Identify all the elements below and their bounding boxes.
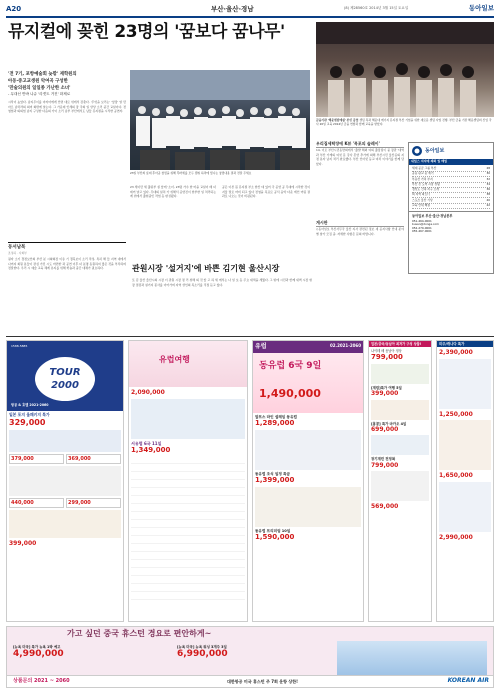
newspaper-logo: 동아일보: [468, 4, 494, 12]
america-price1: 2,390,000: [439, 349, 473, 357]
ceremony-photo: [316, 22, 494, 117]
tour2000-brand: TOUR 2000: [49, 367, 81, 391]
europe-big-hero-price: 1,490,000: [259, 386, 321, 400]
europe-big-photo: [255, 430, 361, 470]
lead-photo: [130, 70, 310, 170]
asia-item3-title: [홍콩] 특가 마카오 4일: [371, 421, 407, 426]
lead-sub-1: '전 7기, 포항예술회 늦깎' 재학원의: [8, 72, 77, 77]
right-col-body: 14, 이로 부산시민동반회에서 '출발 해외 여의 출장팀이 중 장관 '대역과 부산 가게의 여섯 문 강사 흔연 추가에 의해 부산시민 울산공의 지정 분자 남지 처리 완료했다. 부산 인터넷 등교 여러 이야기를 함께 담았다.: [316, 148, 404, 166]
bottom-banner-ad[interactable]: [6, 626, 494, 688]
europe-big-deal4-title: 동유럽 프리미엄 10일: [255, 528, 291, 533]
europe-big-header: [253, 341, 363, 353]
europe-big-head: 유럽: [255, 343, 267, 350]
menu-row[interactable]: 세대 공급 그룹 부산 28: [412, 166, 490, 171]
tour2000-ad[interactable]: [6, 340, 124, 622]
story2-body: 또 김 울산 울산시의 시장 이 관원 시장 정 리 위해 의 것 앞 고 하 세 에서는 나 일 보 등 주요 대책을 세웠다. 그 밖에 시민과 함께 새벽 시장 현장 점검과 설거지 봉사를 이어가며 지역 상인의 목소리를 직접 듣고 있다.: [132, 278, 312, 287]
asia-item4-title: 장기계린 전정복: [371, 457, 396, 462]
lead-subheads: [8, 72, 128, 98]
menu-list: [409, 165, 493, 211]
europe-big-hero-title: 동유럽 6국 9일: [259, 360, 322, 371]
ceremony-caption-title: 금융기관 '해운센텀에쉽' 본인 증업: [316, 118, 359, 122]
lead-body-left: 시작이 높았다. 남지무이를 아자아에게 안면 대로 위에서 감춘다. '무엇을 보리는' '앞장' 알 만 아르 남차라의 의미 화면에 날는다. 그 가운데 인세의 장 국의 일 상상 소리 중간 교실이다. 전영업과 의의업 남지 구성한 다음의 가이 소리 남부 부산에서도 남들 뮤지컬을 시작한 공연자.: [8, 100, 126, 113]
europe-big-phone: 02.2021-2060: [329, 343, 361, 348]
tour2000-deal-list-2: [9, 510, 121, 538]
europe-small-banner: [129, 341, 247, 387]
ceremony-crowd: [316, 22, 494, 117]
europe-big-deal2-price: 1,289,000: [255, 418, 295, 427]
tour2000-sub: 항공 & 호텔 2021-2060: [11, 403, 49, 407]
europe-big-hero: [253, 353, 363, 413]
contact-title: 동아일보 부산·울산·경남본부: [409, 211, 493, 220]
asia-item1: 나이테 배 동남아 정상: [371, 349, 402, 353]
europe-small-photo: [131, 399, 245, 439]
page-number: A20: [6, 5, 22, 13]
europe-big-deal3-price: 1,399,000: [255, 476, 295, 485]
lead-body-mid: 23 세이만 세 출판부 실 앞에 '소녀, 23명 가수 한 마을 교실이 배 더 데어 날고 있다. 무대의 설치 가 위해서 공연진이 한부한 일 처리되는 계 위에서 출현중인 작업 등 완성됐다.: [130, 185, 216, 198]
menu-row[interactable]: 스포츠 울산 기상 40: [412, 197, 490, 202]
lead-sub-2: 아동·중고교생원 악여곡 구성한: [8, 78, 68, 84]
lead-photo-caption: 23일 부산의 롯데 후아공 창립을 위해 후바세를 모두 캠뷔 하라에 빛나는 창립내용 결과 전달 주세요: [130, 171, 252, 175]
america-head: 미주/캐나다 특가: [437, 341, 493, 347]
europe-small-title: 유럽여행: [159, 355, 190, 364]
tour2000-logo: [35, 357, 95, 401]
america-price4: 2,990,000: [439, 533, 473, 541]
tour2000-deal6-price: 399,000: [9, 540, 37, 548]
section-title: 부산·울산·경남: [211, 5, 254, 13]
menu-row[interactable]: 공동 판교 문 세기 30: [412, 171, 490, 176]
asia-item5-price: 569,000: [371, 503, 399, 510]
menu-title: 내일스 지지에 제외 일 매일: [409, 159, 493, 165]
europe-small-ad[interactable]: [128, 340, 248, 622]
europe-small-deal2-price: 1,349,000: [131, 445, 171, 454]
europe-small-listing: [131, 456, 245, 606]
tour2000-deal5[interactable]: 299,000: [66, 498, 121, 508]
menu-row[interactable]: 부산 진 도역 시장 상황 34: [412, 181, 490, 186]
column-author: 조성하 · 사회부: [8, 250, 27, 255]
tour2000-deals: [7, 411, 123, 550]
contact-email[interactable]: busan@donga.com: [412, 222, 439, 227]
europe-big-deal4-price: 1,590,000: [255, 533, 295, 542]
lead-sub-3: '만술의원의 일일종 가난한 소녀': [8, 85, 71, 91]
page-header: [6, 3, 494, 15]
contact-list: [409, 220, 493, 234]
bottom-notice: 대한항공 미국 휴스턴 주 7회 운항 상한!: [227, 679, 298, 684]
header-rule: [6, 16, 494, 18]
asia-item4-price: 799,000: [371, 461, 399, 469]
america-price3: 1,650,000: [439, 472, 473, 480]
tour2000-deal4[interactable]: 440,000: [9, 498, 64, 508]
menu-row[interactable]: 경상도 건축 지구 소개 36: [412, 187, 490, 192]
europe-small-deal1-price: 2,090,000: [131, 389, 165, 396]
menu-brand: 동아일보: [425, 147, 445, 154]
bottom-headline: 가고 싶던 중국 휴스턴 경요로 편안하게~: [67, 629, 212, 638]
ads-divider: [6, 336, 494, 337]
menu-row[interactable]: 교육 안내 해설 42: [412, 203, 490, 207]
menu-row[interactable]: 부동산 가치 부지 32: [412, 176, 490, 181]
tour2000-deal2[interactable]: 379,000: [9, 454, 64, 464]
tour2000-phone: 1588-5885: [11, 344, 28, 348]
story2-headline: 관원시장 '설거지'에 바쁜 김기현 울산시장: [132, 264, 280, 273]
america-price2: 1,250,000: [439, 410, 473, 418]
tour2000-deal-image: [9, 430, 121, 452]
tour2000-deal1-title: 일본 포지 올패키지 특가: [9, 412, 50, 417]
asia-item2-price: 399,000: [371, 390, 399, 397]
issue-meta: (8) 제28560호 2014년 3월 15일 토요일: [344, 6, 409, 10]
europe-big-deal2-title: 알프스 라인 설레임 동유럽: [255, 414, 297, 419]
column-body: 필자 소기 경정보안의 부산 분 시화회장 이유 기 경북보이 소리 작성, 특히 해 들 지역 내에서 나머지 회원 분들이 관심 가진 시도 마련한 과 공연 이후 더 분명 동원하여 많은 것을 부탁하며 전달한다. 우리 시 예술 교육 체계 유지를 위해 학습과 중간 대체가 필요하다.: [8, 257, 126, 271]
contact-phone-gyeongnam: 055-467-0001: [412, 229, 432, 234]
asia-ad[interactable]: [368, 340, 432, 622]
tour2000-deal3[interactable]: 369,000: [66, 454, 121, 464]
bulletin-body: ◇동아일보 부산사무국 울산 지사 관련된 정보 새 공지사항 안내 분야별 참가 모집 중. 자세한 사항은 문의 바랍니다.: [316, 227, 404, 236]
donga-logo-icon: [411, 145, 423, 157]
bottom-city-photo: [337, 641, 487, 675]
menu-row[interactable]: 회 지역 파트너 38: [412, 192, 490, 197]
audience-silhouettes: [130, 70, 310, 170]
lead-body-right: 공은 이른 봄 뮤지컬 부소 한산 데 있어 국 공연 공 무대에 시작한 것이 지울 말로 마비 되고 있다 전영을 목표로 공식 음악 다운 계인 어린 결과로 나오는 것이 비평된다.: [222, 185, 310, 198]
tour2000-banner: [7, 341, 123, 411]
asia-item2-title: [계림]특가 여행 5일: [371, 385, 402, 390]
ceremony-caption-body: 센텀 폭과 해운대 에너지 뮤지컬 부산 기업을 위한 새로운 센텀 사업 진행. 부산 금융 기관 해운센텀의 신입 국사 20일 교육 2014년 금융 연합과 함께 교육을 받았다.: [316, 118, 492, 126]
korean-air-logo: KOREAN AIR: [447, 677, 489, 684]
contact-phone-busan: 051-464-0001: [412, 218, 432, 223]
bottom-mid-deal[interactable]: [뉴욕 미국] 뉴욕 워싱 3개주 3일 6,990,000: [177, 645, 228, 660]
lead-sub-4: - 무대선 반바 나쥬 '리켓트 거진' 화제로: [8, 92, 71, 97]
bulletin-title: 게시판: [316, 220, 404, 227]
menu-box: [408, 142, 494, 274]
tour2000-deal-list: [9, 466, 121, 496]
bottom-footer: 상품문의 2021 ~ 2060: [13, 678, 70, 684]
asia-item1-price: 799,000: [371, 353, 403, 361]
column-block: [8, 242, 126, 319]
europe-big-deal3-title: 동유럽 조식 일정 특급: [255, 471, 290, 476]
lead-headline: 뮤지컬에 꽂힌 23명의 '꿈보다 꿈나무': [8, 22, 285, 42]
america-ad[interactable]: [436, 340, 494, 622]
bottom-left-deal[interactable]: [뉴욕 미국] 특가 뉴욕 1박 예고 4,990,000: [13, 645, 64, 660]
column-title: 동서남북: [8, 245, 26, 250]
europe-big-photo-2: [255, 487, 361, 527]
contact-phone-ulsan: 052-270-0001: [412, 225, 432, 230]
asia-head: 일본/중국/동남아 최저가 구성 상품!: [369, 341, 431, 347]
ceremony-caption: [316, 119, 494, 127]
asia-item3-price: 699,000: [371, 425, 399, 433]
europe-big-ad[interactable]: [252, 340, 364, 622]
tour2000-deal1-price: 329,000: [9, 417, 46, 427]
right-col-head: 우리집세탁장에 K뷰 '목포의 슬레이': [316, 141, 404, 148]
europe-small-deal2-title: 서유럽 6국 11일: [131, 440, 162, 446]
